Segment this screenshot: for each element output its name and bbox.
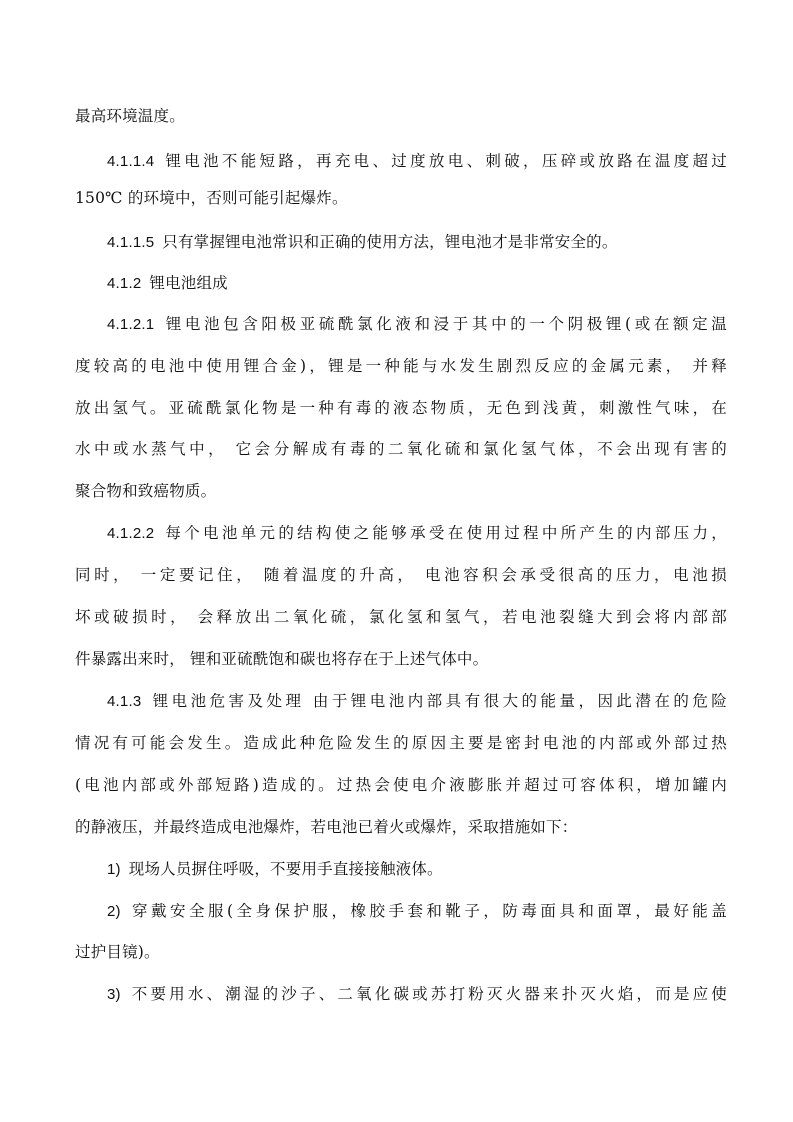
line-text: 过护目镜)。 [75,943,160,961]
section-number: 4.1.1.5 [107,234,155,251]
section-number: 4.1.2 [107,275,142,292]
line-text: 只有掌握锂电池常识和正确的使用方法，锂电池才是非常安全的。 [162,233,618,251]
line-text: 水中或水蒸气中， 它会分解成有毒的二氧化硫和氯化氢气体，不会出现有害的 [75,440,727,458]
text-line [75,354,727,378]
line-text: (电池内部或外部短路)造成的。过热会使电介液膨胀并超过可容体积，增加罐内 [75,776,727,794]
line-text: 的静液压，并最终造成电池爆炸，若电池已着火或爆炸，采取措施如下： [75,818,578,836]
text-line [75,479,216,503]
line-text: 最高环境温度。 [75,107,185,125]
text-line [75,104,185,128]
text-line [75,437,727,461]
text-line [75,186,348,210]
paragraph-4-1-3 [107,689,727,713]
line-text: 放出氢气。亚硫酰氯化物是一种有毒的液态物质，无色到浅黄，刺激性气味，在 [75,399,727,417]
paragraph-4-1-2-2 [107,521,727,545]
section-number: 4.1.2.1 [107,316,155,333]
text-line [75,815,577,839]
list-number: 1) [107,861,121,878]
line-text: 情况有可能会发生。造成此种危险发生的原因主要是密封电池的内部或外部过热 [75,734,727,752]
line-text: 现场人员摒住呼吸，不要用手直接接触液体。 [128,860,443,878]
list-item-2 [107,899,727,923]
line-text: 同时， 一定要记住， 随着温度的升高， 电池容积会承受很高的压力，电池损 [75,566,727,584]
line-text: 锂电池危害及处理 由于锂电池内部具有很大的能量，因此潜在的危险 [149,692,727,710]
paragraph-4-1-1-4 [107,149,727,173]
paragraph-4-1-2-1 [107,312,727,336]
paragraph-4-1-1-5 [107,230,618,254]
line-text: 穿戴安全服(全身保护服，橡胶手套和靴子，防毒面具和面罩，最好能盖 [128,902,727,920]
line-text: 锂电池不能短路，再充电、过度放电、刺破，压碎或放路在温度超过 [162,152,727,170]
text-line [75,731,727,755]
line-text: 度较高的电池中使用锂合金)，锂是一种能与水发生剧烈反应的金属元素， 并释 [75,357,727,375]
section-title: 锂电池组成 [149,274,228,292]
line-text: 每个电池单元的结构使之能够承受在使用过程中所产生的内部压力， [162,524,727,542]
text-line [75,773,727,797]
section-heading-4-1-2 [107,271,228,295]
text-line [75,396,727,420]
text-line [75,605,727,629]
text-line [75,563,727,587]
text-line [75,940,160,964]
line-text: 件暴露出来时， 锂和亚硫酰饱和碳也将存在于上述气体中。 [75,650,489,668]
line-text: 不要用水、潮湿的沙子、二氧化碳或苏打粉灭火器来扑灭火焰，而是应使 [128,985,727,1003]
line-text: 锂电池包含阳极亚硫酰氯化液和浸于其中的一个阴极锂(或在额定温 [162,315,727,333]
line-text: 150℃ 的环境中，否则可能引起爆炸。 [75,189,348,207]
list-item-3 [107,982,727,1006]
list-number: 2) [107,903,121,920]
line-text: 坏或破损时， 会释放出二氧化硫，氯化氢和氢气，若电池裂缝大到会将内部部 [75,608,727,626]
text-line [75,647,488,671]
list-item-1 [107,857,443,881]
section-number: 4.1.1.4 [107,153,155,170]
section-number: 4.1.2.2 [107,525,155,542]
line-text: 聚合物和致癌物质。 [75,482,217,500]
section-number: 4.1.3 [107,693,142,710]
list-number: 3) [107,986,121,1003]
